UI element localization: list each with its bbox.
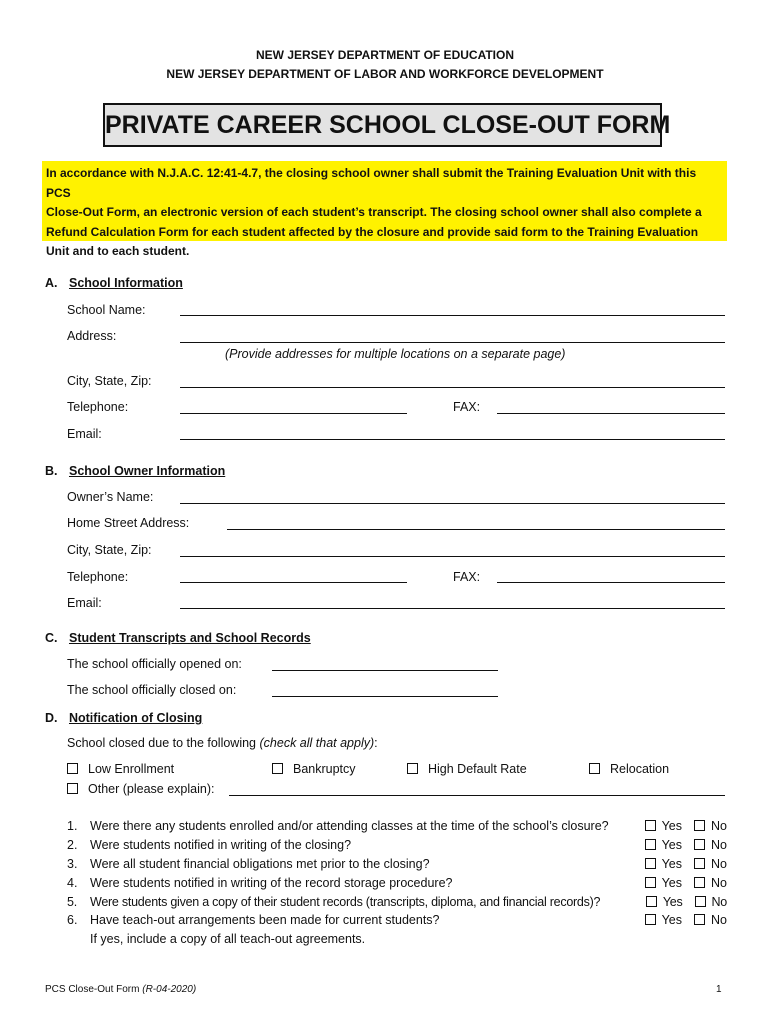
checkbox[interactable]: [645, 820, 656, 831]
question-row: [67, 913, 727, 931]
option-label: Other (please explain):: [88, 782, 215, 796]
checkbox[interactable]: [407, 763, 418, 774]
yes-no-options: [645, 819, 727, 833]
checkbox[interactable]: [67, 763, 78, 774]
home-address-field[interactable]: [227, 529, 725, 530]
question-number: 3.: [67, 857, 78, 871]
question-number: 2.: [67, 838, 78, 852]
high-default-rate-option[interactable]: [407, 762, 527, 776]
yes-no-options: [644, 895, 727, 909]
school-name-field[interactable]: [180, 315, 725, 316]
notice-line: In accordance with N.J.A.C. 12:41-4.7, the closing school owner shall submit the Training Evaluation Unit with this PCS: [46, 166, 697, 200]
question-text: Were students notified in writing of the closing?: [90, 838, 352, 852]
checkbox[interactable]: [67, 783, 78, 794]
section-title: School Information: [68, 276, 183, 290]
option-label: Relocation: [610, 762, 670, 776]
opened-date-field[interactable]: [272, 670, 498, 671]
no-option[interactable]: [694, 913, 727, 927]
form-title-box: [103, 103, 671, 147]
checkbox[interactable]: [694, 858, 705, 869]
yes-no-options: [645, 838, 727, 852]
telephone-field[interactable]: [180, 413, 407, 414]
owner-email-label: Email:: [67, 596, 102, 610]
yes-label: Yes: [661, 857, 683, 871]
question-number: 5.: [67, 895, 77, 909]
no-label: No: [711, 913, 727, 927]
city-state-zip-label: City, State, Zip:: [67, 374, 152, 388]
owner-fax-field[interactable]: [497, 582, 725, 583]
yes-label: Yes: [661, 838, 683, 852]
low-enrollment-option[interactable]: [67, 762, 174, 776]
checkbox[interactable]: [645, 858, 656, 869]
department-heading-2: NEW JERSEY DEPARTMENT OF LABOR AND WORKFORCE DEVELOPMENT: [166, 67, 604, 81]
owner-name-field[interactable]: [180, 503, 725, 504]
question-number: 6.: [67, 913, 78, 927]
city-state-zip-field[interactable]: [180, 387, 725, 388]
no-option[interactable]: [694, 876, 727, 890]
section-d-heading: [45, 711, 202, 725]
closed-date-label: The school officially closed on:: [67, 683, 237, 697]
yes-no-options: [645, 857, 727, 871]
home-address-label: Home Street Address:: [67, 516, 190, 530]
form-title: PRIVATE CAREER SCHOOL CLOSE-OUT FORM: [105, 111, 671, 139]
option-label: Bankruptcy: [293, 762, 356, 776]
other-explanation-field[interactable]: [229, 795, 725, 796]
question-number: 4.: [67, 876, 78, 890]
section-title: Student Transcripts and School Records: [68, 631, 311, 645]
no-label: No: [711, 819, 727, 833]
question-row: [67, 857, 727, 875]
checkbox[interactable]: [272, 763, 283, 774]
question-text: Were all student financial obligations met prior to the closing?: [90, 857, 430, 871]
checkbox[interactable]: [645, 877, 656, 888]
footer-form-name: PCS Close-Out Form: [45, 984, 143, 995]
closed-date-field[interactable]: [272, 696, 498, 697]
section-c-heading: [45, 631, 311, 645]
checkbox[interactable]: [694, 820, 705, 831]
school-name-label: School Name:: [67, 303, 146, 317]
yes-no-options: [645, 876, 727, 890]
no-label: No: [711, 838, 727, 852]
telephone-label: Telephone:: [67, 400, 129, 414]
other-option[interactable]: [67, 782, 214, 796]
question-row: [67, 876, 727, 894]
question-row: [67, 895, 727, 913]
question-text: Were there any students enrolled and/or attending classes at the time of the school’s closure?: [90, 819, 609, 833]
checkbox[interactable]: [645, 839, 656, 850]
checkbox[interactable]: [694, 877, 705, 888]
checkbox[interactable]: [589, 763, 600, 774]
section-letter: C.: [45, 631, 58, 645]
address-field[interactable]: [180, 342, 725, 343]
opened-date-label: The school officially opened on:: [67, 657, 242, 671]
owner-city-state-zip-label: City, State, Zip:: [67, 543, 152, 557]
teach-out-note: If yes, include a copy of all teach-out agreements.: [90, 932, 366, 946]
no-label: No: [711, 857, 727, 871]
fax-label: FAX:: [453, 400, 481, 414]
email-field[interactable]: [180, 439, 725, 440]
yes-option[interactable]: [645, 819, 682, 833]
yes-option[interactable]: [645, 876, 682, 890]
section-a-heading: [45, 276, 183, 290]
notice-line: Unit and to each student.: [46, 244, 190, 258]
yes-label: Yes: [661, 913, 683, 927]
no-label: No: [711, 876, 727, 890]
section-title: School Owner Information: [68, 464, 226, 478]
section-title: Notification of Closing: [68, 711, 203, 725]
yes-option[interactable]: [645, 838, 682, 852]
yes-no-options: [645, 913, 727, 927]
yes-label: Yes: [662, 895, 683, 909]
question-text: Were students notified in writing of the record storage procedure?: [90, 876, 453, 890]
department-heading-1: NEW JERSEY DEPARTMENT OF EDUCATION: [255, 48, 515, 62]
address-note: (Provide addresses for multiple locations on a separate page): [225, 347, 566, 361]
closure-reason-prompt: [67, 736, 378, 750]
section-letter: B.: [45, 464, 58, 478]
instruction-notice: [42, 161, 727, 258]
yes-option[interactable]: [646, 895, 683, 909]
owner-city-state-zip-field[interactable]: [180, 556, 725, 557]
section-letter: A.: [45, 276, 58, 290]
footer-form-id: [45, 984, 196, 995]
section-letter: D.: [45, 711, 58, 725]
email-label: Email:: [67, 427, 102, 441]
question-row: [67, 819, 727, 837]
yes-option[interactable]: [645, 913, 682, 927]
notice-line: Close-Out Form, an electronic version of each student’s transcript. The closing school owner shall also complete a: [46, 205, 702, 219]
owner-telephone-field[interactable]: [180, 582, 407, 583]
no-option[interactable]: [695, 895, 727, 909]
checkbox[interactable]: [694, 914, 705, 925]
page-number: 1: [716, 984, 722, 995]
checkbox[interactable]: [646, 896, 657, 907]
yes-label: Yes: [661, 876, 683, 890]
closure-reason-colon: :: [374, 736, 378, 750]
owner-telephone-label: Telephone:: [67, 570, 129, 584]
yes-option[interactable]: [645, 857, 682, 871]
closure-reason-hint: (check all that apply): [259, 736, 375, 750]
checkbox[interactable]: [695, 896, 706, 907]
question-number: 1.: [67, 819, 78, 833]
closure-reason-text: School closed due to the following: [67, 736, 260, 750]
section-b-heading: [45, 464, 225, 478]
checkbox[interactable]: [694, 839, 705, 850]
no-option[interactable]: [694, 838, 727, 852]
no-label: No: [711, 895, 727, 909]
yes-label: Yes: [661, 819, 683, 833]
notice-line: Refund Calculation Form for each student affected by the closure and provide said form to the Training Evaluation: [46, 224, 699, 239]
question-text: Have teach-out arrangements been made for current students?: [90, 913, 440, 927]
address-label: Address:: [67, 329, 117, 343]
owner-name-label: Owner’s Name:: [67, 490, 154, 504]
question-text: Were students given a copy of their student records (transcripts, diploma, and financial records)?: [90, 895, 601, 909]
footer-revision: (R-04-2020): [142, 984, 197, 995]
fax-field[interactable]: [497, 413, 725, 414]
relocation-option[interactable]: [589, 762, 669, 776]
checkbox[interactable]: [645, 914, 656, 925]
no-option[interactable]: [694, 819, 727, 833]
option-label: Low Enrollment: [88, 762, 175, 776]
owner-email-field[interactable]: [180, 608, 725, 609]
bankruptcy-option[interactable]: [272, 762, 356, 776]
owner-fax-label: FAX:: [453, 570, 481, 584]
question-row: [67, 838, 727, 856]
no-option[interactable]: [694, 857, 727, 871]
option-label: High Default Rate: [428, 762, 527, 776]
